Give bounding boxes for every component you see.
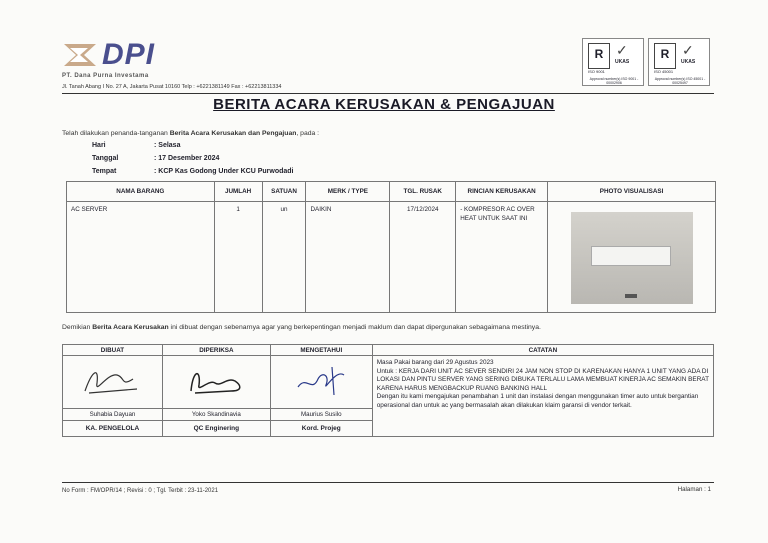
footer-divider: [62, 482, 714, 483]
col-header: PHOTO VISUALISASI: [548, 182, 716, 202]
signature-checker: [162, 356, 270, 409]
col-header: MERK / TYPE: [306, 182, 390, 202]
signature-row: [63, 356, 714, 409]
signature-approver: [270, 356, 372, 409]
brand-name: DPI: [102, 38, 156, 71]
certification-badge-icon: R: [588, 43, 610, 69]
certification-badge-icon: R: [654, 43, 676, 69]
signature-header-row: [63, 345, 714, 356]
handwritten-signature: [286, 361, 356, 401]
company-address: Jl. Tanah Abang I No. 27 A, Jakarta Pusat 10160 Telp : +6221381149 Fax : +62213811334: [62, 84, 282, 90]
signer-name: Suhabia Dayuan: [63, 409, 163, 421]
note-line: Untuk : KERJA DARI UNIT AC SEVER SENDIRI 24 JAM NON STOP DI KARENAKAN HANYA 1 UNIT YANG ADA DI LOKASI DAN PINTU SERVER YANG SERING DIBUKA TERLALU LAMA MEMBUAT KINERJA AC SEMAKIN BERAT KARENA HARUS MENGBACKUP RUANG BANKING HALL: [376, 367, 709, 392]
col-header: RINCIAN KERUSAKAN: [456, 182, 548, 202]
signer-role: QC Enginering: [162, 421, 270, 437]
damage-table: [66, 181, 716, 313]
meta-place: Tempat : KCP Kas Godong Under KCU Purwodadi: [92, 168, 294, 175]
approval-number: Approval number(s) ISO 45001 - 00025497: [654, 77, 706, 85]
document-title: BERITA ACARA KERUSAKAN & PENGAJUAN: [213, 96, 555, 113]
page-number: Halaman : 1: [677, 486, 711, 493]
ac-unit-image: [591, 246, 671, 266]
check-icon: ✓: [682, 42, 694, 58]
table-header-row: [67, 182, 716, 202]
table-row: [67, 202, 716, 313]
ac-unit-photo: [571, 212, 693, 304]
closing-text: Demikian Berita Acara Kerusakan ini dibuat dengan sebenarnya agar yang berkepentingan menjadi maklum dan dapat dipergunakan sebagaimana mestinya.: [62, 324, 541, 331]
note-line: Masa Pakai barang dari 29 Agustus 2023: [376, 359, 494, 366]
item-damage-date: 17/12/2024: [390, 202, 456, 313]
signature-maker: [63, 356, 163, 409]
signer-name: Yoko Skandinavia: [162, 409, 270, 421]
item-unit: un: [262, 202, 306, 313]
meta-date: Tanggal : 17 Desember 2024: [92, 155, 220, 162]
handwritten-signature: [181, 361, 251, 401]
item-damage-detail: - KOMPRESOR AC OVER HEAT UNTUK SAAT INI: [456, 202, 548, 313]
approval-number: Approval number(s) ISO 9001 - 00002906: [589, 77, 639, 85]
item-name: AC SERVER: [67, 202, 215, 313]
company-name: PT. Dana Purna Investama: [62, 73, 149, 79]
item-qty: 1: [214, 202, 262, 313]
dpi-wing-icon: [62, 40, 98, 70]
col-header: MENGETAHUI: [270, 345, 372, 356]
handwritten-signature: [77, 361, 147, 401]
signature-table: [62, 344, 714, 437]
col-header: NAMA BARANG: [67, 182, 215, 202]
col-header: CATATAN: [372, 345, 713, 356]
col-header: DIBUAT: [63, 345, 163, 356]
iso-label: ISO 45001: [654, 69, 674, 74]
notes-cell: [372, 356, 713, 437]
intro-text: Telah dilakukan penanda-tanganan Berita Acara Kerusakan dan Pengajuan, pada :: [62, 130, 320, 137]
iso-label: ISO 9001: [588, 69, 605, 74]
col-header: DIPERIKSA: [162, 345, 270, 356]
ukas-logo: UKAS: [681, 59, 696, 65]
col-header: TGL. RUSAK: [390, 182, 456, 202]
item-brand: DAIKIN: [306, 202, 390, 313]
col-header: JUMLAH: [214, 182, 262, 202]
header-divider: [62, 93, 714, 94]
col-header: SATUAN: [262, 182, 306, 202]
form-number: No Form : FM/OPR/14 ; Revisi : 0 ; Tgl. Terbit : 23-11-2021: [62, 488, 219, 494]
iso-45001-certificate: [648, 38, 710, 86]
signer-role: Kord. Projeg: [270, 421, 372, 437]
photo-label-mark: [625, 294, 637, 298]
iso-9001-certificate: [582, 38, 644, 86]
meta-day: Hari : Selasa: [92, 142, 181, 149]
check-icon: ✓: [616, 42, 628, 58]
signer-role: KA. PENGELOLA: [63, 421, 163, 437]
note-line: Dengan itu kami mengajukan penambahan 1 unit dan instalasi dengan menggunakan timer auto untuk bergantian operasional dan untuk ac yang bermasalah akan dilakukan klaim garansi di vendor terkait.: [376, 393, 699, 409]
company-logo: [62, 38, 155, 72]
signer-name: Maurius Susilo: [270, 409, 372, 421]
ukas-logo: UKAS: [615, 59, 630, 65]
item-photo-cell: [548, 202, 716, 313]
